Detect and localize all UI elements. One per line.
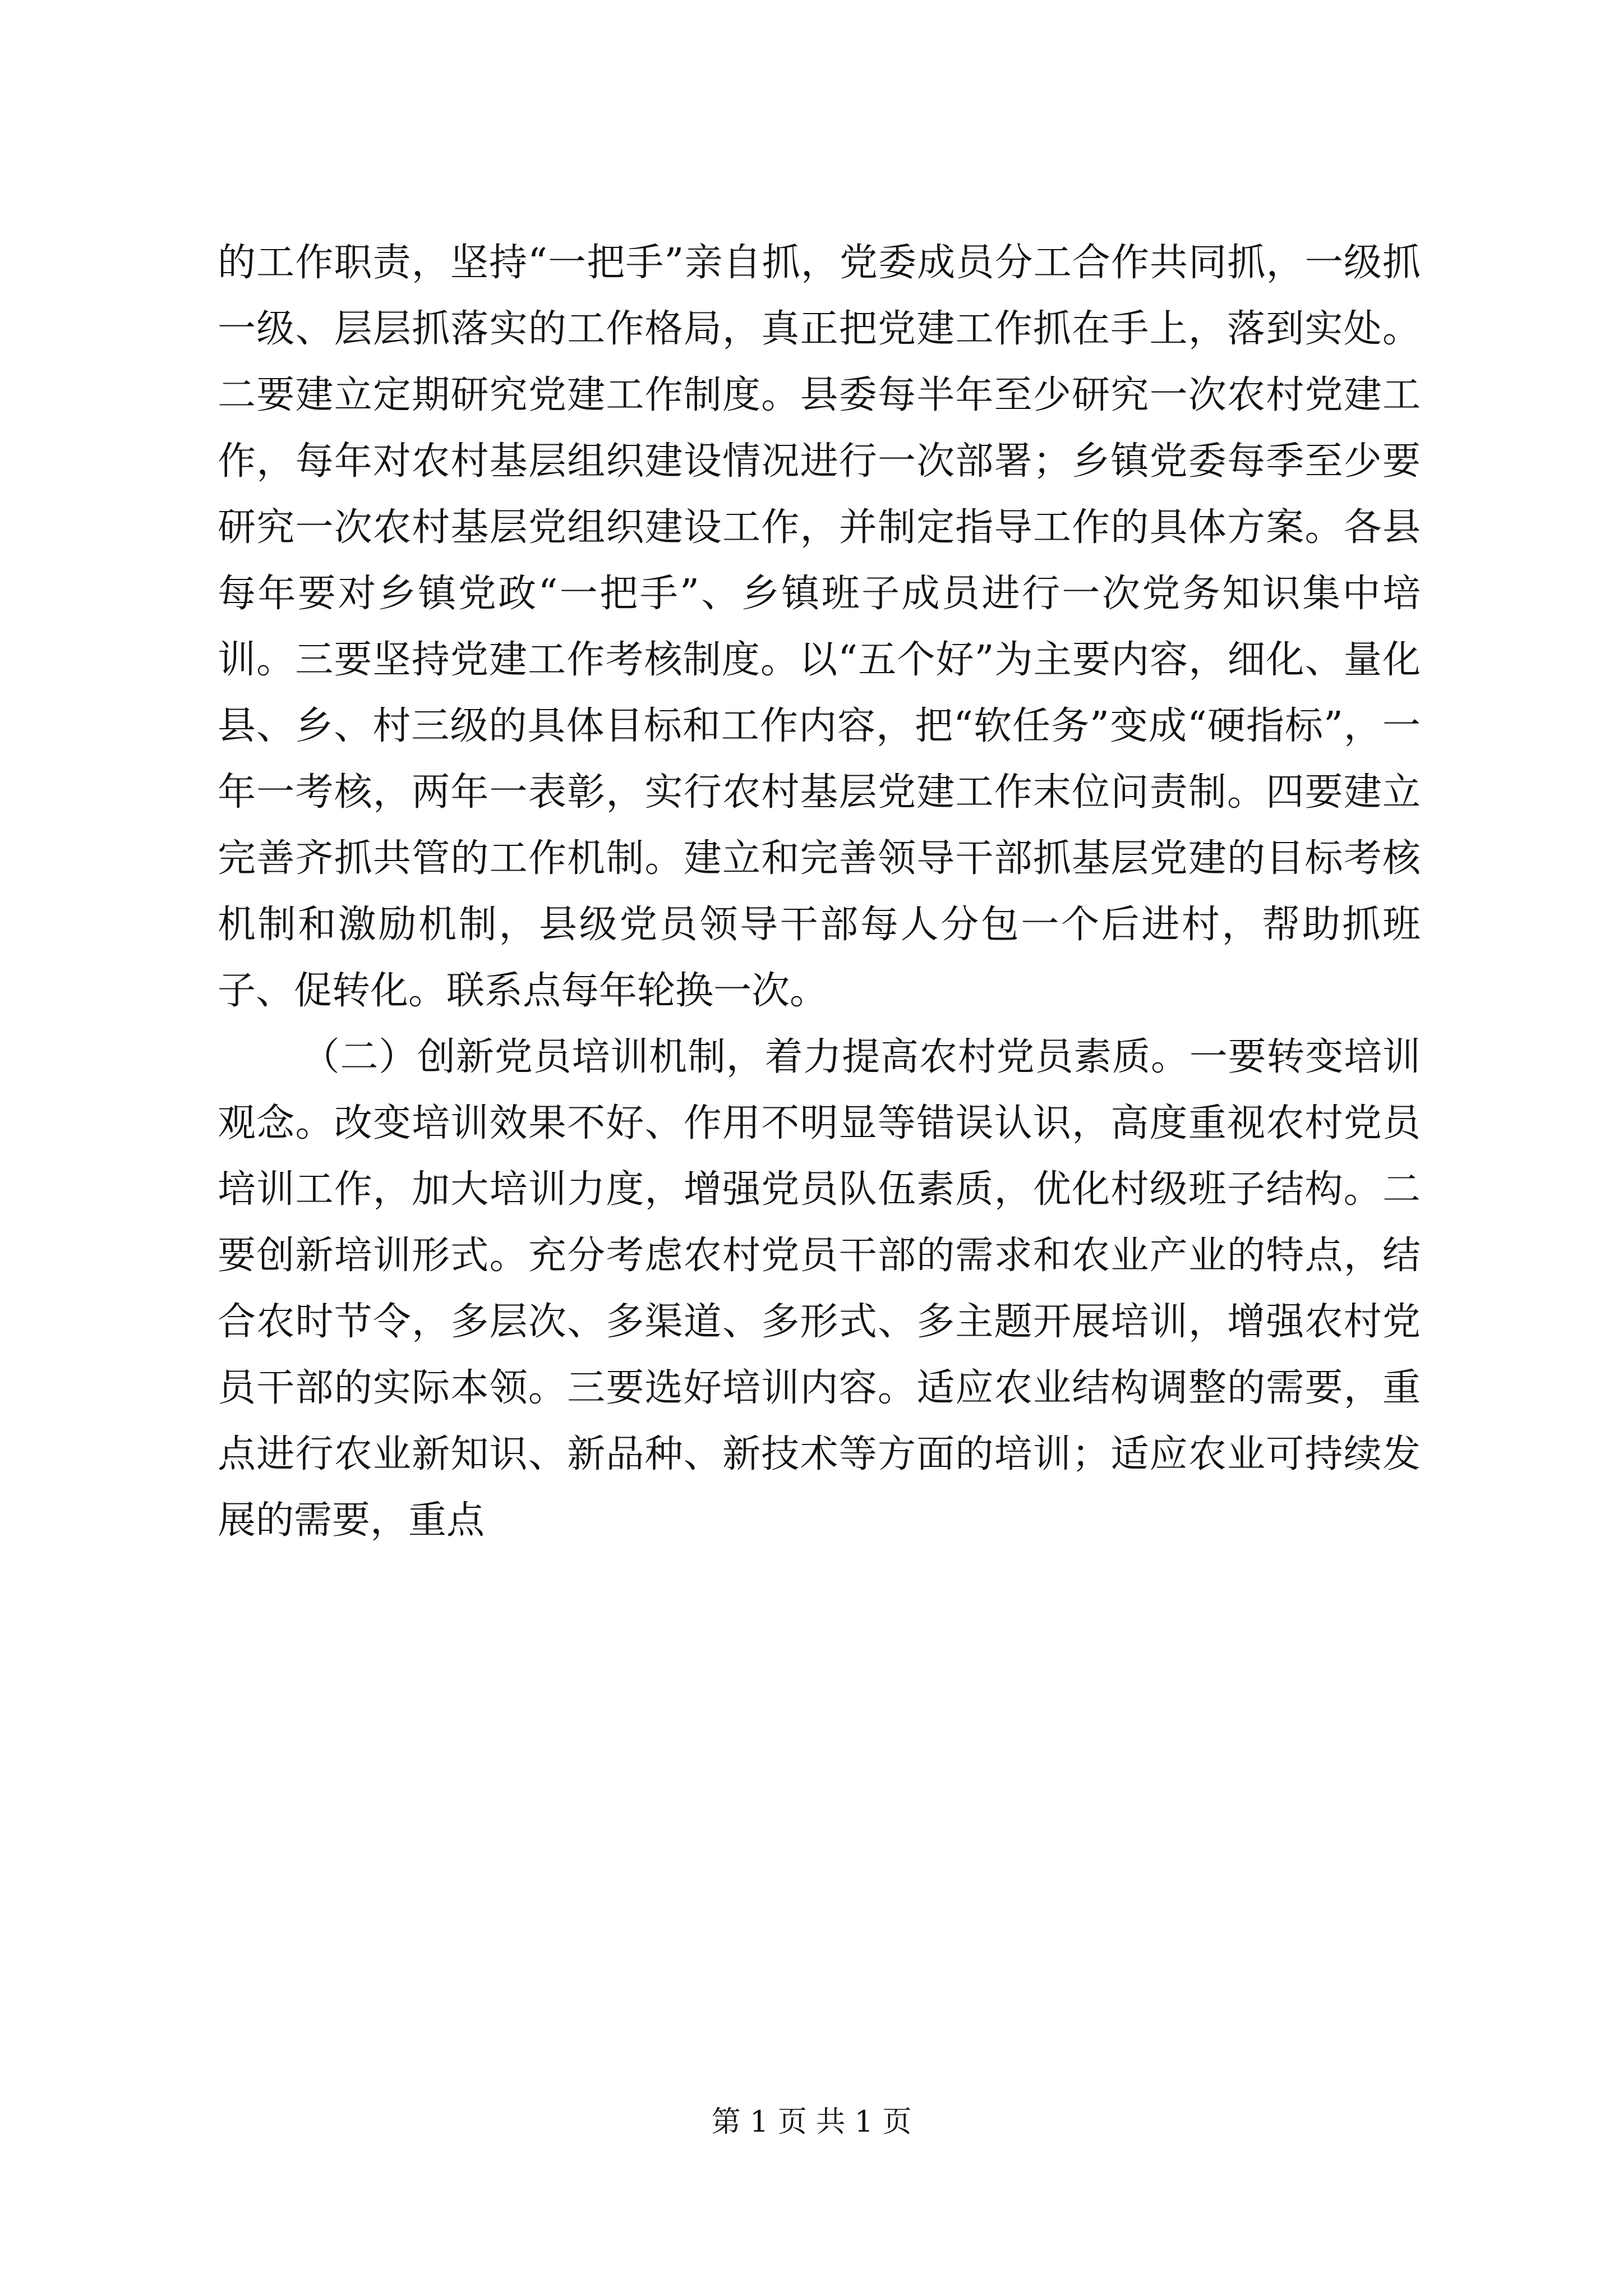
- paragraph-2: （二）创新党员培训机制，着力提高农村党员素质。一要转变培训观念。改变培训效果不好、作用不明显等错误认识，高度重视农村党员培训工作，加大培训力度，增强党员队伍素质，优化村级班子结构。二要创新培训形式。充分考虑农村党员干部的需求和农业产业的特点，结合农时节令，多层次、多渠道、多形式、多主题开展培训，增强农村党员干部的实际本领。三要选好培训内容。适应农业结构调整的需要，重点进行农业新知识、新品种、新技术等方面的培训；适应农业可持续发展的需要，重点: [218, 1035, 1421, 1543]
- page-footer: 第 1 页 共 1 页: [711, 2105, 912, 2139]
- paragraph-1: 的工作职责，坚持“一把手”亲自抓，党委成员分工合作共同抓，一级抓一级、层层抓落实的工作格局，真正把党建工作抓在手上，落到实处。二要建立定期研究党建工作制度。县委每半年至少研究一次农村党建工作，每年对农村基层组织建设情况进行一次部署；乡镇党委每季至少要研究一次农村基层党组织建设工作，并制定指导工作的具体方案。各县每年要对乡镇党政“一把手”、乡镇班子成员进行一次党务知识集中培训。三要坚持党建工作考核制度。以“五个好”为主要内容，细化、量化县、乡、村三级的具体目标和工作内容，把“软任务”变成“硬指标”，一年一考核，两年一表彰，实行农村基层党建工作末位问责制。四要建立完善齐抓共管的工作机制。建立和完善领导干部抓基层党建的目标考核机制和激励机制，县级党员领导干部每人分包一个后进村，帮助抓班子、促转化。联系点每年轮换一次。: [218, 241, 1421, 1013]
- document-body: [218, 230, 1421, 1554]
